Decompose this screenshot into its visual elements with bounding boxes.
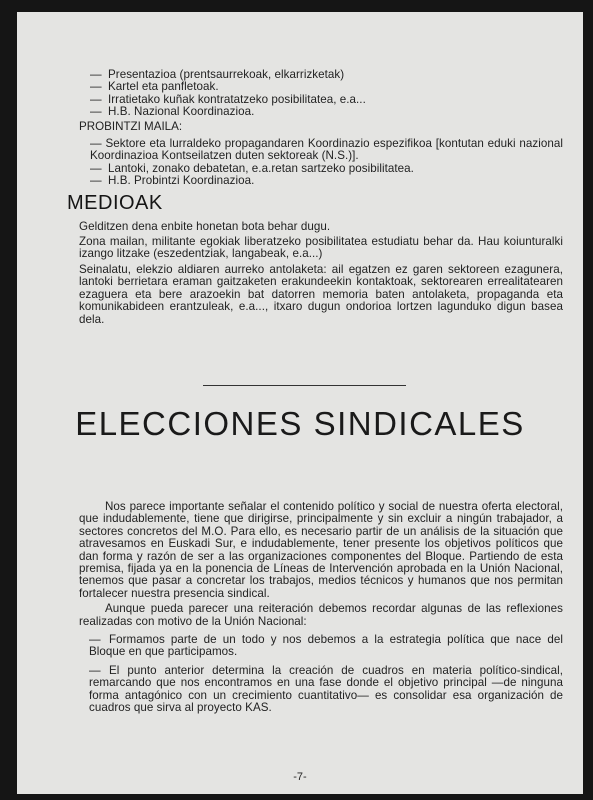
list-item-text: H.B. Probintzi Koordinazioa.: [108, 174, 255, 188]
list-item: [79, 665, 563, 715]
upper-section: [67, 68, 563, 329]
list-item: [79, 634, 563, 659]
list-item: [79, 81, 563, 93]
horizontal-divider: [203, 385, 406, 386]
lower-section: [79, 501, 563, 715]
dash: —: [90, 80, 102, 94]
list-item-text: Lantoki, zonako debatetan, e.a.retan sartzeko posibilitatea.: [108, 161, 414, 175]
list-item-text: Presentazioa (prentsaurrekoak, elkarrizketak): [108, 68, 345, 81]
list-item-text: H.B. Nazional Koordinazioa.: [108, 105, 255, 119]
paragraph: Zona mailan, militante egokiak liberatzeko posibilitatea estudiatu behar da. Hau koiunturalki izango litzake (eszedentziak, langabeak, e.a...): [79, 235, 563, 261]
page-number: -7-: [293, 771, 307, 783]
list-item-text: Kartel eta panfletoak.: [108, 80, 219, 94]
dash: —: [90, 68, 102, 81]
dash: —: [90, 137, 102, 151]
paragraph: Aunque pueda parecer una reiteración debemos recordar algunas de las reflexiones realizadas con motivo de la Unión Nacional:: [79, 602, 563, 628]
dash: —: [89, 633, 101, 647]
dash: —: [90, 105, 102, 119]
scan-border: [583, 0, 593, 800]
list-item-text: Irratietako kuñak kontratatzeko posibilitatea, e.a...: [108, 92, 366, 106]
dash: —: [90, 174, 102, 188]
paragraph: Gelditzen dena enbite honetan bota behar dugu.: [79, 219, 331, 233]
section-label: PROBINTZI MAILA:: [79, 119, 183, 133]
dash: —: [89, 663, 101, 677]
dash: —: [90, 161, 102, 175]
paragraph: Nos parece importante señalar el contenido político y social de nuestra oferta electoral, que indudablemente, tiene que dirigirse, principalmente y sin excluir a ningún trabajador, a sectores concretos del M.O. Para ello, es necesario partir de un análisis de la situación que atravesamos en Euskadi Sur, e indudablemente, tener presente los objetivos políticos que dan forma y razón de ser a las organizaciones componentes del Bloque. Partiendo de esta premisa, fijada ya en la ponencia de Líneas de Intervención aprobada en la Unión Nacional, tenemos que pasar a concretar los trabajos, medios técnicos y humanos que nos permitan fortalecer nuestra presencia sindical.: [79, 500, 563, 600]
list-item: [79, 106, 563, 118]
list-item-text: Formamos parte de un todo y nos debemos a la estrategia política que nace del Bloque en que participamos.: [89, 633, 563, 659]
list-item-text: Sektore eta lurraldeko propagandaren Koordinazio espezifikoa [kontutan eduki nazional Koordinazioa Kontseilatzen duten sektoreak (N.S.)].: [90, 137, 563, 163]
dash: —: [90, 92, 102, 106]
list-item-text: El punto anterior determina la creación de cuadros en materia político-sindical, remarcando que nos encontramos en una fase donde el objetivo principal —de ninguna forma antagónico con un crecimiento cuantitativo— es consolidar esa organización de cuadros que sirva al proyecto KAS.: [89, 663, 563, 715]
list-item: [79, 175, 563, 187]
paragraph: Seinalatu, elekzio aldiaren aurreko antolaketa: ail egatzen ez garen sektoreen ezagunera, lantoki berrietara eraman gaitzaketen erakundeekin kontaktoak, sektorearen errealitatearen ezaguera eta bere arazoekin bat datorren memoria baten antolaketa, propaganda eta komunikabideen erantzuleak, e.a..., itxaro dugun ondorioa lortzen lagunduko digun basea dela.: [79, 262, 563, 326]
section-title-medioak: MEDIOAK: [67, 191, 163, 214]
document-page: [17, 12, 583, 794]
page-title: ELECCIONES SINDICALES: [75, 405, 525, 442]
list-item: [79, 138, 563, 163]
